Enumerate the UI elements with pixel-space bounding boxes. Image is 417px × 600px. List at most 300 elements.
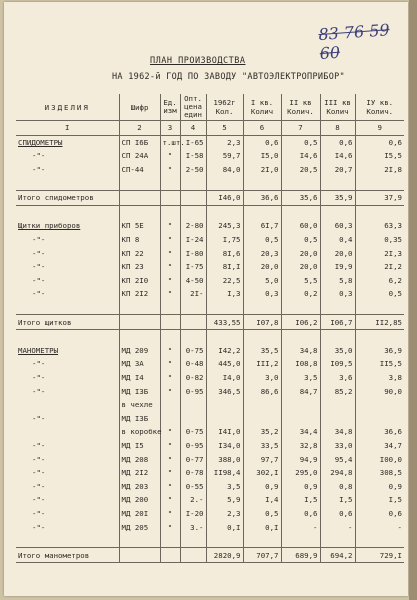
cell-q3 xyxy=(320,534,355,548)
cell-q3: 95,4 xyxy=(320,452,355,466)
cell-q4: 0,9 xyxy=(355,479,404,493)
cell-q2: 35,6 xyxy=(281,190,320,205)
cell-name: Щитки приборов xyxy=(18,221,81,231)
cell-code: МД I4 xyxy=(119,371,160,385)
cell-q4: 0,35 xyxy=(355,233,404,247)
document-title: ПЛАН ПРОИЗВОДСТВА xyxy=(150,56,246,66)
cell-price: 0-77 xyxy=(180,452,206,466)
header-q4 xyxy=(355,94,404,121)
cell-q1: 33,5 xyxy=(243,439,281,453)
cell-year: I4,0 xyxy=(206,371,243,385)
cell-q1: 0,5 xyxy=(243,507,281,521)
cell-name: -"- xyxy=(32,289,46,299)
cell-year: 433,55 xyxy=(206,315,243,330)
cell-q3: I9,9 xyxy=(320,260,355,274)
cell-q2 xyxy=(281,398,320,412)
cell-price: 0-78 xyxy=(180,466,206,480)
cell-year xyxy=(206,205,243,219)
cell-year: 445,0 xyxy=(206,357,243,371)
cell-q3: 60,3 xyxy=(320,219,355,233)
cell-q4: II5,5 xyxy=(355,357,404,371)
cell-name xyxy=(16,329,119,343)
cell-unit: " xyxy=(160,479,180,493)
cell-q3 xyxy=(320,176,355,190)
cell-year: I,75 xyxy=(206,233,243,247)
cell-code xyxy=(119,301,160,315)
cell-unit: " xyxy=(160,260,180,274)
cell-q3 xyxy=(320,398,355,412)
cell-q2: 0,6 xyxy=(281,507,320,521)
cell-q3: I09,5 xyxy=(320,357,355,371)
cell-unit: " xyxy=(160,520,180,534)
cell-code: МД 20I xyxy=(119,507,160,521)
cell-q2 xyxy=(281,534,320,548)
cell-code: МД 3А xyxy=(119,357,160,371)
cell-q2: 20,0 xyxy=(281,246,320,260)
cell-q3: 20,7 xyxy=(320,163,355,177)
cell-price: 2-80 xyxy=(180,219,206,233)
cell-q1: 0,3 xyxy=(243,287,281,301)
cell-q2 xyxy=(281,329,320,343)
cell-code: МД 2I2 xyxy=(119,466,160,480)
cell-price xyxy=(180,301,206,315)
cell-q1: 36,6 xyxy=(243,190,281,205)
table-row xyxy=(16,452,404,466)
cell-unit: " xyxy=(160,344,180,358)
table-row xyxy=(16,384,404,398)
cell-q4 xyxy=(355,301,404,315)
total-row xyxy=(16,190,404,205)
cell-q3: 85,2 xyxy=(320,384,355,398)
cell-q4 xyxy=(355,176,404,190)
cell-unit xyxy=(160,534,180,548)
production-plan-table xyxy=(16,94,404,563)
cell-code: МД 200 xyxy=(119,493,160,507)
cell-code: СП-44 xyxy=(119,163,160,177)
cell-price: 0-95 xyxy=(180,439,206,453)
table-row xyxy=(16,149,404,163)
cell-code: СП I6Б xyxy=(119,135,160,149)
cell-name: Итого спидометров xyxy=(16,190,119,205)
cell-q1 xyxy=(243,329,281,343)
cell-q2: 3,5 xyxy=(281,371,320,385)
cell-name: -"- xyxy=(32,386,46,396)
cell-q1 xyxy=(243,176,281,190)
cell-q1: 20,3 xyxy=(243,246,281,260)
cell-year: 388,0 xyxy=(206,452,243,466)
cell-q3: 33,0 xyxy=(320,439,355,453)
cell-price: 0-75 xyxy=(180,425,206,439)
cell-q1: 20,0 xyxy=(243,260,281,274)
cell-q3 xyxy=(320,329,355,343)
cell-q4: 2I,3 xyxy=(355,246,404,260)
cell-year: 8I,6 xyxy=(206,246,243,260)
cell-code: МД I3Б xyxy=(119,384,160,398)
cell-unit: " xyxy=(160,149,180,163)
cell-q2: 5,5 xyxy=(281,274,320,288)
cell-year: 84,0 xyxy=(206,163,243,177)
cell-unit xyxy=(160,176,180,190)
table-row xyxy=(16,534,404,548)
cell-name xyxy=(16,534,119,548)
cell-q4: 729,I xyxy=(355,548,404,563)
cell-q1: I,4 xyxy=(243,493,281,507)
cell-price: I-75 xyxy=(180,260,206,274)
cell-price xyxy=(180,534,206,548)
cell-name: -"- xyxy=(32,275,46,285)
cell-price xyxy=(180,190,206,205)
cell-code: в коробке xyxy=(119,425,160,439)
cell-q4: 90,0 xyxy=(355,384,404,398)
cell-unit: " xyxy=(160,163,180,177)
table-header-row xyxy=(16,94,404,121)
cell-q2: 689,9 xyxy=(281,548,320,563)
cell-q2: I4,6 xyxy=(281,149,320,163)
cell-q4: 6,2 xyxy=(355,274,404,288)
cell-q4: 0,6 xyxy=(355,507,404,521)
cell-name: -"- xyxy=(32,235,46,245)
cell-price: I-58 xyxy=(180,149,206,163)
cell-price xyxy=(180,205,206,219)
header-q3 xyxy=(320,94,355,121)
cell-name: -"- xyxy=(32,440,46,450)
cell-unit xyxy=(160,329,180,343)
cell-q3: I,5 xyxy=(320,493,355,507)
cell-q1: 0,I xyxy=(243,520,281,534)
cell-name: -"- xyxy=(32,413,46,423)
total-row xyxy=(16,548,404,563)
cell-q4: 308,5 xyxy=(355,466,404,480)
cell-name: МАНОМЕТРЫ xyxy=(18,345,59,355)
cell-name: -"- xyxy=(32,495,46,505)
cell-q2: 20,5 xyxy=(281,163,320,177)
table-row xyxy=(16,176,404,190)
header-q2-sub: Колич. xyxy=(287,107,314,116)
cell-q4: 2I,8 xyxy=(355,163,404,177)
cell-q1 xyxy=(243,301,281,315)
header-q1-sub: Колич xyxy=(250,107,274,116)
cell-code xyxy=(119,534,160,548)
cell-q1: 6I,7 xyxy=(243,219,281,233)
header-q1 xyxy=(243,94,281,121)
cell-name: -"- xyxy=(32,248,46,258)
cell-q3: 0,4 xyxy=(320,233,355,247)
cell-year: I34,0 xyxy=(206,439,243,453)
cell-name xyxy=(16,301,119,315)
cell-q3: 20,0 xyxy=(320,246,355,260)
cell-q2 xyxy=(281,176,320,190)
header-price: Опт. цена един xyxy=(180,94,206,121)
cell-code: КП 2I2 xyxy=(119,287,160,301)
header-q1-label: I кв. xyxy=(250,98,274,107)
cell-name: -"- xyxy=(32,481,46,491)
cell-q2: 0,2 xyxy=(281,287,320,301)
cell-price xyxy=(180,329,206,343)
cell-price: I-65 xyxy=(180,135,206,149)
cell-q2: 84,7 xyxy=(281,384,320,398)
cell-name: -"- xyxy=(32,151,46,161)
cell-name: -"- xyxy=(32,508,46,518)
cell-code: в чехле xyxy=(119,398,160,412)
column-number: 4 xyxy=(180,121,206,136)
cell-q1: 0,6 xyxy=(243,135,281,149)
cell-q2: 20,0 xyxy=(281,260,320,274)
table-row xyxy=(16,329,404,343)
cell-price: I-80 xyxy=(180,246,206,260)
column-number: 2 xyxy=(119,121,160,136)
cell-code: МД 203 xyxy=(119,479,160,493)
cell-unit: " xyxy=(160,384,180,398)
column-number-row xyxy=(16,121,404,136)
cell-code xyxy=(119,329,160,343)
cell-price: 0-55 xyxy=(180,479,206,493)
cell-unit: " xyxy=(160,357,180,371)
cell-unit: " xyxy=(160,371,180,385)
cell-q1 xyxy=(243,411,281,425)
cell-q2: I08,8 xyxy=(281,357,320,371)
table-row xyxy=(16,219,404,233)
cell-year: 245,3 xyxy=(206,219,243,233)
cell-q3: 35,0 xyxy=(320,344,355,358)
cell-code: МД 208 xyxy=(119,452,160,466)
cell-unit: " xyxy=(160,219,180,233)
table-row xyxy=(16,163,404,177)
cell-year: I,3 xyxy=(206,287,243,301)
cell-q4 xyxy=(355,329,404,343)
cell-q1: 707,7 xyxy=(243,548,281,563)
cell-name: -"- xyxy=(32,468,46,478)
cell-name: Итого манометров xyxy=(16,548,119,563)
table-row xyxy=(16,479,404,493)
cell-q4 xyxy=(355,411,404,425)
cell-year: 2,3 xyxy=(206,507,243,521)
cell-code: СП 24А xyxy=(119,149,160,163)
cell-name xyxy=(16,398,119,412)
table-row xyxy=(16,425,404,439)
cell-q3: I06,7 xyxy=(320,315,355,330)
cell-unit: " xyxy=(160,425,180,439)
cell-year: 22,5 xyxy=(206,274,243,288)
cell-q2: 34,8 xyxy=(281,344,320,358)
table-row xyxy=(16,466,404,480)
cell-unit: " xyxy=(160,246,180,260)
cell-q2: 0,5 xyxy=(281,233,320,247)
cell-unit: " xyxy=(160,439,180,453)
table-row xyxy=(16,205,404,219)
cell-year: I46,0 xyxy=(206,190,243,205)
cell-name: -"- xyxy=(32,262,46,272)
cell-unit xyxy=(160,548,180,563)
cell-q1: 97,7 xyxy=(243,452,281,466)
table-row xyxy=(16,411,404,425)
cell-unit: " xyxy=(160,274,180,288)
cell-q1: 86,6 xyxy=(243,384,281,398)
cell-q3: 0,6 xyxy=(320,507,355,521)
cell-name: Итого щитков xyxy=(16,315,119,330)
cell-q1 xyxy=(243,398,281,412)
document-subtitle: НА 1962-й ГОД ПО ЗАВОДУ "АВТОЭЛЕКТРОПРИБОР" xyxy=(112,72,345,82)
cell-name: -"- xyxy=(32,454,46,464)
cell-price: 0-75 xyxy=(180,344,206,358)
table-row xyxy=(16,246,404,260)
cell-unit: т.шт. xyxy=(160,135,180,149)
cell-unit xyxy=(160,398,180,412)
cell-q1: 35,5 xyxy=(243,344,281,358)
header-code: Шифр xyxy=(119,94,160,121)
total-row xyxy=(16,315,404,330)
cell-q3: 0,6 xyxy=(320,135,355,149)
cell-year: 3,5 xyxy=(206,479,243,493)
table-row xyxy=(16,371,404,385)
cell-q3: I4,6 xyxy=(320,149,355,163)
cell-q3: 35,9 xyxy=(320,190,355,205)
cell-q1 xyxy=(243,534,281,548)
cell-year: 2820,9 xyxy=(206,548,243,563)
header-q3-sub: Колич xyxy=(326,107,349,116)
cell-q1: I5,0 xyxy=(243,149,281,163)
cell-q1: 302,I xyxy=(243,466,281,480)
cell-q3 xyxy=(320,205,355,219)
cell-code: МД I5 xyxy=(119,439,160,453)
cell-price: 2-50 xyxy=(180,163,206,177)
table-row xyxy=(16,344,404,358)
header-year-sub: Кол. xyxy=(215,107,234,116)
cell-q4: I00,0 xyxy=(355,452,404,466)
cell-price: I-20 xyxy=(180,507,206,521)
cell-year: 59,7 xyxy=(206,149,243,163)
table-row xyxy=(16,439,404,453)
cell-year xyxy=(206,398,243,412)
cell-q1: 2I,0 xyxy=(243,163,281,177)
cell-q1: 0,9 xyxy=(243,479,281,493)
cell-q2: 34,4 xyxy=(281,425,320,439)
cell-name xyxy=(16,425,119,439)
cell-name: -"- xyxy=(32,165,46,175)
cell-unit: " xyxy=(160,466,180,480)
cell-q4: 0,6 xyxy=(355,135,404,149)
cell-q3 xyxy=(320,301,355,315)
cell-unit xyxy=(160,301,180,315)
cell-price: 3.- xyxy=(180,520,206,534)
cell-q3: - xyxy=(320,520,355,534)
cell-q3: 0,3 xyxy=(320,287,355,301)
cell-q2: I06,2 xyxy=(281,315,320,330)
cell-q2: 94,9 xyxy=(281,452,320,466)
header-q3-label: III кв xyxy=(324,98,351,107)
cell-code: МД 209 xyxy=(119,344,160,358)
cell-name: -"- xyxy=(32,522,46,532)
cell-year: 8I,I xyxy=(206,260,243,274)
cell-unit: " xyxy=(160,287,180,301)
cell-q2 xyxy=(281,301,320,315)
cell-q3: 694,2 xyxy=(320,548,355,563)
header-q4-label: IУ кв. xyxy=(366,98,394,107)
cell-name xyxy=(16,176,119,190)
cell-unit xyxy=(160,205,180,219)
cell-code: МД 205 xyxy=(119,520,160,534)
cell-q4: I5,5 xyxy=(355,149,404,163)
cell-q3: 3,6 xyxy=(320,371,355,385)
cell-q3: 294,8 xyxy=(320,466,355,480)
cell-q4: 37,9 xyxy=(355,190,404,205)
table-row xyxy=(16,274,404,288)
cell-year: I42,2 xyxy=(206,344,243,358)
cell-price: 4-50 xyxy=(180,274,206,288)
cell-unit xyxy=(160,190,180,205)
cell-code: КП 5Е xyxy=(119,219,160,233)
table-row xyxy=(16,135,404,149)
cell-price xyxy=(180,398,206,412)
cell-q4: 63,3 xyxy=(355,219,404,233)
cell-q4: 3,8 xyxy=(355,371,404,385)
cell-year: 2,3 xyxy=(206,135,243,149)
table-row xyxy=(16,398,404,412)
header-year xyxy=(206,94,243,121)
cell-year: 0,I xyxy=(206,520,243,534)
table-row xyxy=(16,287,404,301)
cell-q3 xyxy=(320,411,355,425)
header-q4-sub: Колич. xyxy=(366,107,394,116)
cell-q2: 0,5 xyxy=(281,135,320,149)
cell-q4 xyxy=(355,534,404,548)
header-q2 xyxy=(281,94,320,121)
cell-code: КП 22 xyxy=(119,246,160,260)
cell-code: КП 8 xyxy=(119,233,160,247)
cell-q2: - xyxy=(281,520,320,534)
cell-q4 xyxy=(355,205,404,219)
table-row xyxy=(16,260,404,274)
document-page xyxy=(4,2,408,596)
column-number: 8 xyxy=(320,121,355,136)
cell-code xyxy=(119,176,160,190)
handwritten-page-number: 83 76 59 60 xyxy=(317,20,391,64)
column-number: 9 xyxy=(355,121,404,136)
cell-price xyxy=(180,411,206,425)
cell-q2 xyxy=(281,411,320,425)
cell-q4: 36,6 xyxy=(355,425,404,439)
table-row xyxy=(16,357,404,371)
cell-q1: 3,0 xyxy=(243,371,281,385)
header-q2-label: II кв xyxy=(289,98,312,107)
cell-year xyxy=(206,329,243,343)
cell-year xyxy=(206,411,243,425)
cell-q4: I,5 xyxy=(355,493,404,507)
header-item: ИЗДЕЛИЯ xyxy=(16,94,119,121)
column-number: I xyxy=(16,121,119,136)
cell-q1: 0,5 xyxy=(243,233,281,247)
column-number: 5 xyxy=(206,121,243,136)
cell-price xyxy=(180,548,206,563)
table-row xyxy=(16,507,404,521)
cell-code: КП 2I0 xyxy=(119,274,160,288)
cell-q2: 0,9 xyxy=(281,479,320,493)
cell-unit xyxy=(160,411,180,425)
table-row xyxy=(16,520,404,534)
cell-q2: 60,0 xyxy=(281,219,320,233)
table-row xyxy=(16,301,404,315)
cell-q1 xyxy=(243,205,281,219)
cell-q3: 34,8 xyxy=(320,425,355,439)
cell-unit: " xyxy=(160,452,180,466)
cell-q1: 35,2 xyxy=(243,425,281,439)
header-unit: Ед. изм xyxy=(160,94,180,121)
cell-price: 0-48 xyxy=(180,357,206,371)
cell-price: 2I- xyxy=(180,287,206,301)
cell-year xyxy=(206,176,243,190)
cell-q4: - xyxy=(355,520,404,534)
cell-price: I-24 xyxy=(180,233,206,247)
cell-price xyxy=(180,176,206,190)
